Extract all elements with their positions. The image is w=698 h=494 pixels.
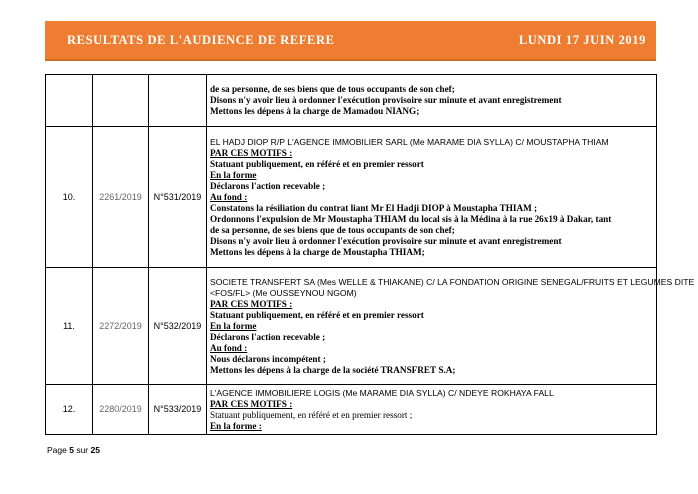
footer-middle: sur: [73, 445, 91, 455]
header-date: LUNDI 17 JUIN 2019: [518, 32, 646, 47]
decision-line: En la forme: [210, 169, 257, 180]
row-rg-number: 2261/2019: [93, 127, 149, 268]
decision-line: L'AGENCE IMMOBILIERE LOGIS (Me MARAME DIA SYLLA) C/ NDEYE ROKHAYA FALL: [210, 387, 554, 398]
row-decision-text: [207, 385, 657, 435]
table-row: [46, 385, 657, 435]
footer-total-pages: 25: [90, 445, 100, 455]
row-ordonnance-number: [149, 75, 207, 127]
footer-prefix: Page: [47, 445, 70, 455]
row-decision-text: [207, 268, 695, 385]
header-left-title: RESULTATS DE L'AUDIENCE DE REFERE: [67, 32, 335, 47]
decision-line: PAR CES MOTIFS :: [210, 298, 293, 309]
page-footer: [47, 445, 100, 455]
decision-line: SOCIETE TRANSFERT SA (Mes WELLE & THIAKANE) C/ LA FONDATION ORIGINE SENEGAL/FRUITS ET LEGUMES DITE: [210, 276, 695, 287]
decision-line: Mettons les dépens à la charge de Mamadou NIANG;: [210, 106, 420, 116]
table-row: [46, 127, 657, 268]
row-ordonnance-number: N°532/2019: [149, 268, 207, 385]
decision-line: Constatons la résiliation du contrat liant Mr El Hadji DIOP à Moustapha THIAM ;: [210, 202, 538, 213]
row-number: 12.: [46, 385, 93, 435]
decision-line: Déclarons l'action recevable ;: [210, 180, 326, 191]
decision-line: Mettons les dépens à la charge de Moustapha THIAM;: [210, 246, 425, 257]
decision-line: Statuant publiquement, en référé et en premier ressort: [210, 309, 424, 320]
row-rg-number: 2272/2019: [93, 268, 149, 385]
decision-line: de sa personne, de ses biens que de tous occupants de son chef;: [210, 84, 455, 94]
row-ordonnance-number: N°531/2019: [149, 127, 207, 268]
decision-line: Déclarons l'action recevable ;: [210, 331, 326, 342]
decision-line: Ordonnons l'expulsion de Mr Moustapha THIAM du local sis à la Médina à la rue 26x19 à Dakar, tant: [210, 213, 612, 224]
decision-line: de sa personne, de ses biens que de tous occupants de son chef;: [210, 224, 455, 235]
decision-line: <FOS/FL> (Me OUSSEYNOU NGOM): [210, 287, 357, 298]
decision-line: PAR CES MOTIFS :: [210, 147, 293, 158]
decision-line: Mettons les dépens à la charge de la société TRANSFRET S.A;: [210, 364, 456, 375]
row-number: 11.: [46, 268, 93, 385]
results-table: [45, 74, 695, 435]
decision-line: En la forme: [210, 320, 257, 331]
row-decision-text: [207, 75, 657, 127]
table-row: [46, 268, 657, 385]
decision-line: Statuant publiquement, en référé et en premier ressort ;: [210, 409, 413, 420]
row-decision-text: [207, 127, 657, 268]
footer-page-number: 5: [69, 445, 74, 455]
decision-line: EL HADJ DIOP R/P L'AGENCE IMMOBILIER SARL (Me MARAME DIA SYLLA) C/ MOUSTAPHA THIAM: [210, 136, 609, 147]
row-number: [46, 75, 93, 127]
row-rg-number: 2280/2019: [93, 385, 149, 435]
decision-line: Disons n'y avoir lieu à ordonner l'exécution provisoire sur minute et avant enregistrement: [210, 235, 562, 246]
row-ordonnance-number: N°533/2019: [149, 385, 207, 435]
results-table-body: [46, 75, 695, 435]
decision-line: PAR CES MOTIFS :: [210, 398, 293, 409]
decision-line: Disons n'y avoir lieu à ordonner l'exécution provisoire sur minute et avant enregistrement: [210, 95, 562, 105]
decision-line: Au fond :: [210, 342, 248, 353]
decision-line: Statuant publiquement, en référé et en premier ressort: [210, 158, 424, 169]
decision-line: Nous déclarons incompétent ;: [210, 353, 326, 364]
decision-line: En la forme :: [210, 420, 262, 431]
decision-line: Au fond :: [210, 191, 248, 202]
table-row: [46, 75, 657, 127]
header-banner: [45, 21, 656, 59]
row-rg-number: [93, 75, 149, 127]
row-number: 10.: [46, 127, 93, 268]
